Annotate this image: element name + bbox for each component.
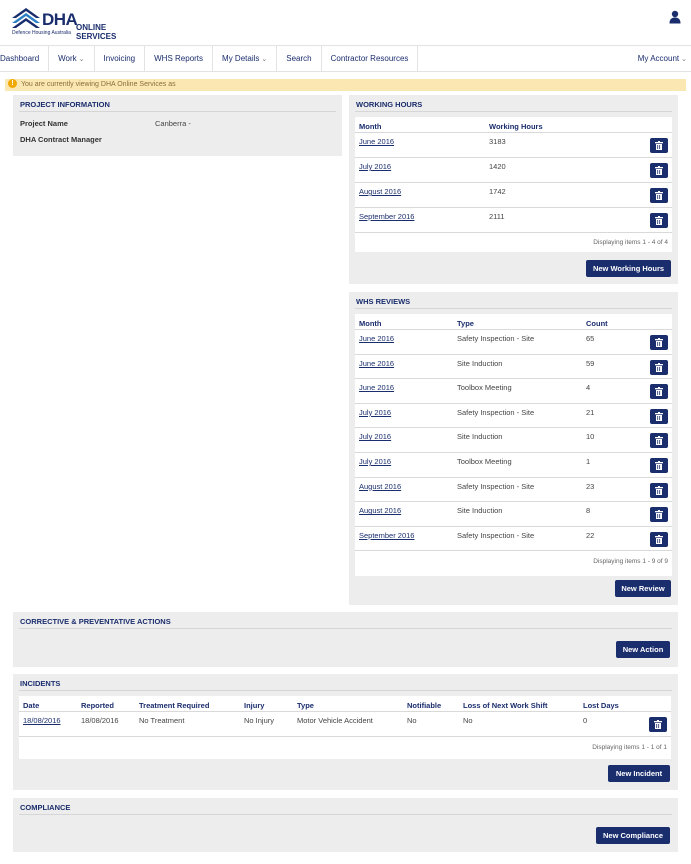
delete-button[interactable] xyxy=(650,213,668,228)
trash-icon xyxy=(655,486,663,495)
table-row xyxy=(355,404,672,429)
month-link[interactable]: July 2016 xyxy=(359,432,392,442)
main-nav xyxy=(0,45,691,72)
delete-button[interactable] xyxy=(650,163,668,178)
incident-date-link[interactable]: 18/08/2016 xyxy=(23,716,61,725)
delete-button[interactable] xyxy=(650,433,668,448)
panel-title: WHS REVIEWS xyxy=(356,297,411,306)
incidents-panel xyxy=(13,674,678,790)
delete-button[interactable] xyxy=(650,138,668,153)
month-link[interactable]: August 2016 xyxy=(359,481,402,491)
hours-value: 3183 xyxy=(489,137,506,146)
count-value: 21 xyxy=(586,407,595,417)
nav-label: Search xyxy=(286,54,312,63)
divider xyxy=(355,111,672,112)
nav-invoicing[interactable] xyxy=(95,46,146,71)
delete-button[interactable] xyxy=(650,409,668,424)
trash-icon xyxy=(655,216,663,225)
delete-button[interactable] xyxy=(649,717,667,732)
dha-chevron-icon xyxy=(12,8,40,28)
divider xyxy=(19,690,672,691)
month-link[interactable]: June 2016 xyxy=(359,358,395,368)
column-header: Date xyxy=(23,701,40,710)
type-value: Toolbox Meeting xyxy=(457,383,512,393)
nav-my-details[interactable] xyxy=(213,46,277,71)
table-row xyxy=(355,379,672,404)
injury-value: No Injury xyxy=(244,716,275,725)
logo-text: DHA xyxy=(42,10,78,29)
delete-button[interactable] xyxy=(650,507,668,522)
column-header: Working Hours xyxy=(489,122,543,131)
table-row xyxy=(355,355,672,380)
delete-button[interactable] xyxy=(650,458,668,473)
project-name-value: Canberra - xyxy=(155,119,191,128)
trash-icon xyxy=(655,436,663,445)
month-link[interactable]: September 2016 xyxy=(359,212,415,221)
divider xyxy=(355,308,672,309)
nav-label: Invoicing xyxy=(103,54,136,63)
nav-work[interactable] xyxy=(49,46,94,71)
table-row xyxy=(19,712,671,737)
type-value: Site Induction xyxy=(457,358,503,368)
nav-label: My Account xyxy=(637,54,680,63)
panel-title: COMPLIANCE xyxy=(20,803,71,812)
month-link[interactable]: August 2016 xyxy=(359,187,402,196)
hours-value: 1420 xyxy=(489,162,506,171)
trash-icon xyxy=(655,535,663,544)
count-value: 4 xyxy=(586,383,591,393)
delete-button[interactable] xyxy=(650,188,668,203)
column-header: Month xyxy=(359,319,382,328)
nav-label: Dashboard xyxy=(0,54,40,63)
new-incident-button[interactable]: New Incident xyxy=(608,765,670,782)
type-value: Site Induction xyxy=(457,506,503,516)
table-row xyxy=(355,453,672,478)
table-row xyxy=(355,330,672,355)
user-icon[interactable] xyxy=(669,10,681,24)
delete-button[interactable] xyxy=(650,384,668,399)
panel-title: PROJECT INFORMATION xyxy=(20,100,110,109)
loss-value: No xyxy=(463,716,473,725)
nav-label: Work xyxy=(58,54,77,63)
pagination-info: Displaying items 1 - 9 of 9 xyxy=(593,558,668,565)
table-row xyxy=(355,208,672,233)
divider xyxy=(19,814,672,815)
project-name-label: Project Name xyxy=(20,119,68,128)
panel-title: INCIDENTS xyxy=(20,679,61,688)
impersonation-alert xyxy=(5,79,686,91)
column-header: Notifiable xyxy=(407,701,442,710)
count-value: 8 xyxy=(586,506,591,516)
trash-icon xyxy=(654,720,662,729)
treatment-value: No Treatment xyxy=(139,716,185,725)
table-row xyxy=(355,428,672,453)
table-row xyxy=(355,133,672,158)
nav-spacer xyxy=(418,46,628,71)
count-value: 1 xyxy=(586,457,591,466)
lost-days-value: 0 xyxy=(583,716,588,725)
new-review-button[interactable]: New Review xyxy=(615,580,671,597)
type-value: Motor Vehicle Accident xyxy=(297,716,373,725)
column-header: Loss of Next Work Shift xyxy=(463,701,548,710)
type-value: Toolbox Meeting xyxy=(457,457,512,466)
working-hours-table xyxy=(355,117,672,252)
whs-reviews-table xyxy=(355,314,672,576)
month-link[interactable]: September 2016 xyxy=(359,530,415,540)
hours-value: 2111 xyxy=(489,212,505,221)
notifiable-value: No xyxy=(407,716,417,725)
chevron-down-icon: ⌄ xyxy=(78,56,85,63)
new-working-hours-button[interactable]: New Working Hours xyxy=(586,260,671,277)
nav-dashboard[interactable] xyxy=(0,46,49,71)
table-row xyxy=(355,527,672,552)
column-header: Lost Days xyxy=(583,701,619,710)
hours-value: 1742 xyxy=(489,187,506,196)
alert-text: You are currently viewing DHA Online Services as xyxy=(21,81,176,88)
trash-icon xyxy=(655,387,663,396)
chevron-down-icon: ⌄ xyxy=(261,56,268,63)
working-hours-panel xyxy=(349,95,678,284)
panel-title: CORRECTIVE & PREVENTATIVE ACTIONS xyxy=(20,617,171,626)
project-information-panel xyxy=(13,95,342,156)
type-value: Safety Inspection - Site xyxy=(457,481,535,491)
trash-icon xyxy=(655,412,663,421)
nav-label: Contractor Resources xyxy=(330,54,409,63)
month-link[interactable]: August 2016 xyxy=(359,506,402,516)
trash-icon xyxy=(655,363,663,372)
panel-title: WORKING HOURS xyxy=(356,100,423,109)
warning-icon: ! xyxy=(8,79,17,88)
table-row xyxy=(355,502,672,527)
table-row xyxy=(355,478,672,503)
type-value: Safety Inspection - Site xyxy=(457,407,535,417)
table-row xyxy=(355,183,672,208)
trash-icon xyxy=(655,141,663,150)
trash-icon xyxy=(655,166,663,175)
divider xyxy=(19,628,672,629)
chevron-down-icon: ⌄ xyxy=(681,56,687,63)
nav-contractor-resources[interactable] xyxy=(322,46,419,71)
month-link[interactable]: July 2016 xyxy=(359,457,392,466)
trash-icon xyxy=(655,510,663,519)
trash-icon xyxy=(655,461,663,470)
pagination-info: Displaying items 1 - 4 of 4 xyxy=(593,239,668,246)
month-link[interactable]: June 2016 xyxy=(359,137,395,146)
contract-manager-label: DHA Contract Manager xyxy=(20,135,102,144)
whs-reviews-panel xyxy=(349,292,678,605)
reported-value: 18/08/2016 xyxy=(81,716,119,725)
column-header: Count xyxy=(586,319,608,328)
trash-icon xyxy=(655,338,663,347)
corrective-actions-panel xyxy=(13,612,678,667)
count-value: 10 xyxy=(586,432,595,442)
type-value: Site Induction xyxy=(457,432,503,442)
month-link[interactable]: June 2016 xyxy=(359,334,395,343)
nav-label: My Details xyxy=(222,54,260,63)
dha-logo[interactable] xyxy=(12,8,142,40)
pagination-info: Displaying items 1 - 1 of 1 xyxy=(592,744,667,751)
new-action-button[interactable]: New Action xyxy=(616,641,670,658)
delete-button[interactable] xyxy=(650,483,668,498)
count-value: 23 xyxy=(586,481,595,491)
header xyxy=(0,0,691,44)
month-link[interactable]: July 2016 xyxy=(359,407,392,417)
count-value: 65 xyxy=(586,334,595,343)
count-value: 59 xyxy=(586,358,595,368)
column-header: Injury xyxy=(244,701,265,710)
logo-subtitle: Defence Housing Australia xyxy=(12,30,71,36)
new-compliance-button[interactable]: New Compliance xyxy=(596,827,670,844)
type-value: Safety Inspection - Site xyxy=(457,334,535,343)
column-header: Type xyxy=(457,319,474,328)
column-header: Reported xyxy=(81,701,114,710)
nav-my-account[interactable] xyxy=(629,46,691,71)
nav-whs-reports[interactable] xyxy=(145,46,213,71)
column-header: Type xyxy=(297,701,314,710)
nav-search[interactable] xyxy=(277,46,321,71)
count-value: 22 xyxy=(586,530,595,540)
month-link[interactable]: July 2016 xyxy=(359,162,392,171)
type-value: Safety Inspection - Site xyxy=(457,530,535,540)
compliance-panel xyxy=(13,798,678,852)
service-name: ONLINE SERVICES xyxy=(76,23,117,41)
delete-button[interactable] xyxy=(650,360,668,375)
delete-button[interactable] xyxy=(650,335,668,350)
table-row xyxy=(355,158,672,183)
incidents-table xyxy=(19,696,671,759)
nav-label: WHS Reports xyxy=(154,54,204,63)
divider xyxy=(19,111,336,112)
column-header: Month xyxy=(359,122,382,131)
trash-icon xyxy=(655,191,663,200)
month-link[interactable]: June 2016 xyxy=(359,383,395,393)
delete-button[interactable] xyxy=(650,532,668,547)
column-header: Treatment Required xyxy=(139,701,210,710)
